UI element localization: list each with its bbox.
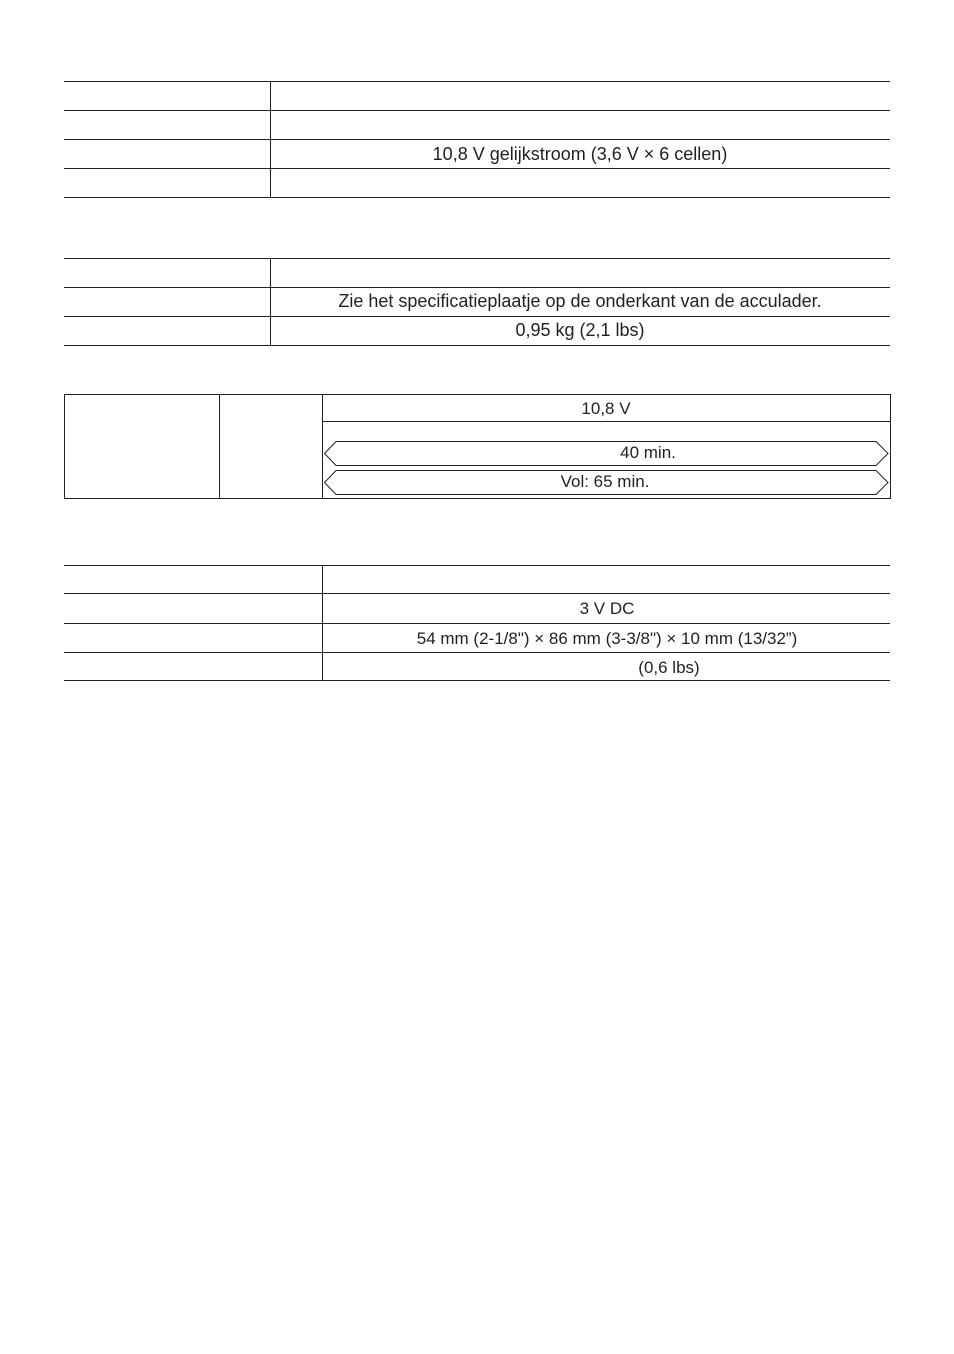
- table-rule: [64, 258, 890, 259]
- table-rule: [64, 287, 890, 288]
- table-rule: [64, 110, 890, 111]
- charger-input-value: Zie het specificatieplaatje op de onderkant van de acculader.: [338, 291, 822, 311]
- battery-voltage-value: 10,8 V gelijkstroom (3,6 V × 6 cellen): [432, 144, 728, 164]
- column-divider: [322, 565, 323, 681]
- charger-weight-value: 0,95 kg (2,1 lbs): [515, 320, 645, 340]
- table-rule: [64, 623, 890, 624]
- table-rule: [64, 680, 890, 681]
- table-rule: [64, 316, 890, 317]
- remote-weight-value: (0,6 lbs): [638, 658, 700, 677]
- table-rule: [64, 593, 890, 594]
- column-divider: [270, 81, 271, 198]
- table-rule: [64, 652, 890, 653]
- table-rule: [64, 81, 890, 82]
- table-rule: [64, 168, 890, 169]
- column-divider: [322, 394, 323, 499]
- column-divider: [219, 394, 220, 499]
- double-arrow-icon: [324, 441, 889, 467]
- remote-voltage-value: 3 V DC: [579, 599, 635, 618]
- charging-time-partial: 40 min.: [620, 443, 676, 462]
- table-rule: [322, 421, 891, 422]
- table-rule: [64, 565, 890, 566]
- table-rule: [64, 139, 890, 140]
- column-divider: [270, 258, 271, 346]
- charging-voltage-label: 10,8 V: [581, 399, 631, 418]
- charging-time-full: Vol: 65 min.: [560, 472, 650, 491]
- remote-dimensions-value: 54 mm (2-1/8") × 86 mm (3-3/8") × 10 mm (13/32”): [416, 629, 798, 648]
- table-rule: [64, 345, 890, 346]
- table-rule: [64, 197, 890, 198]
